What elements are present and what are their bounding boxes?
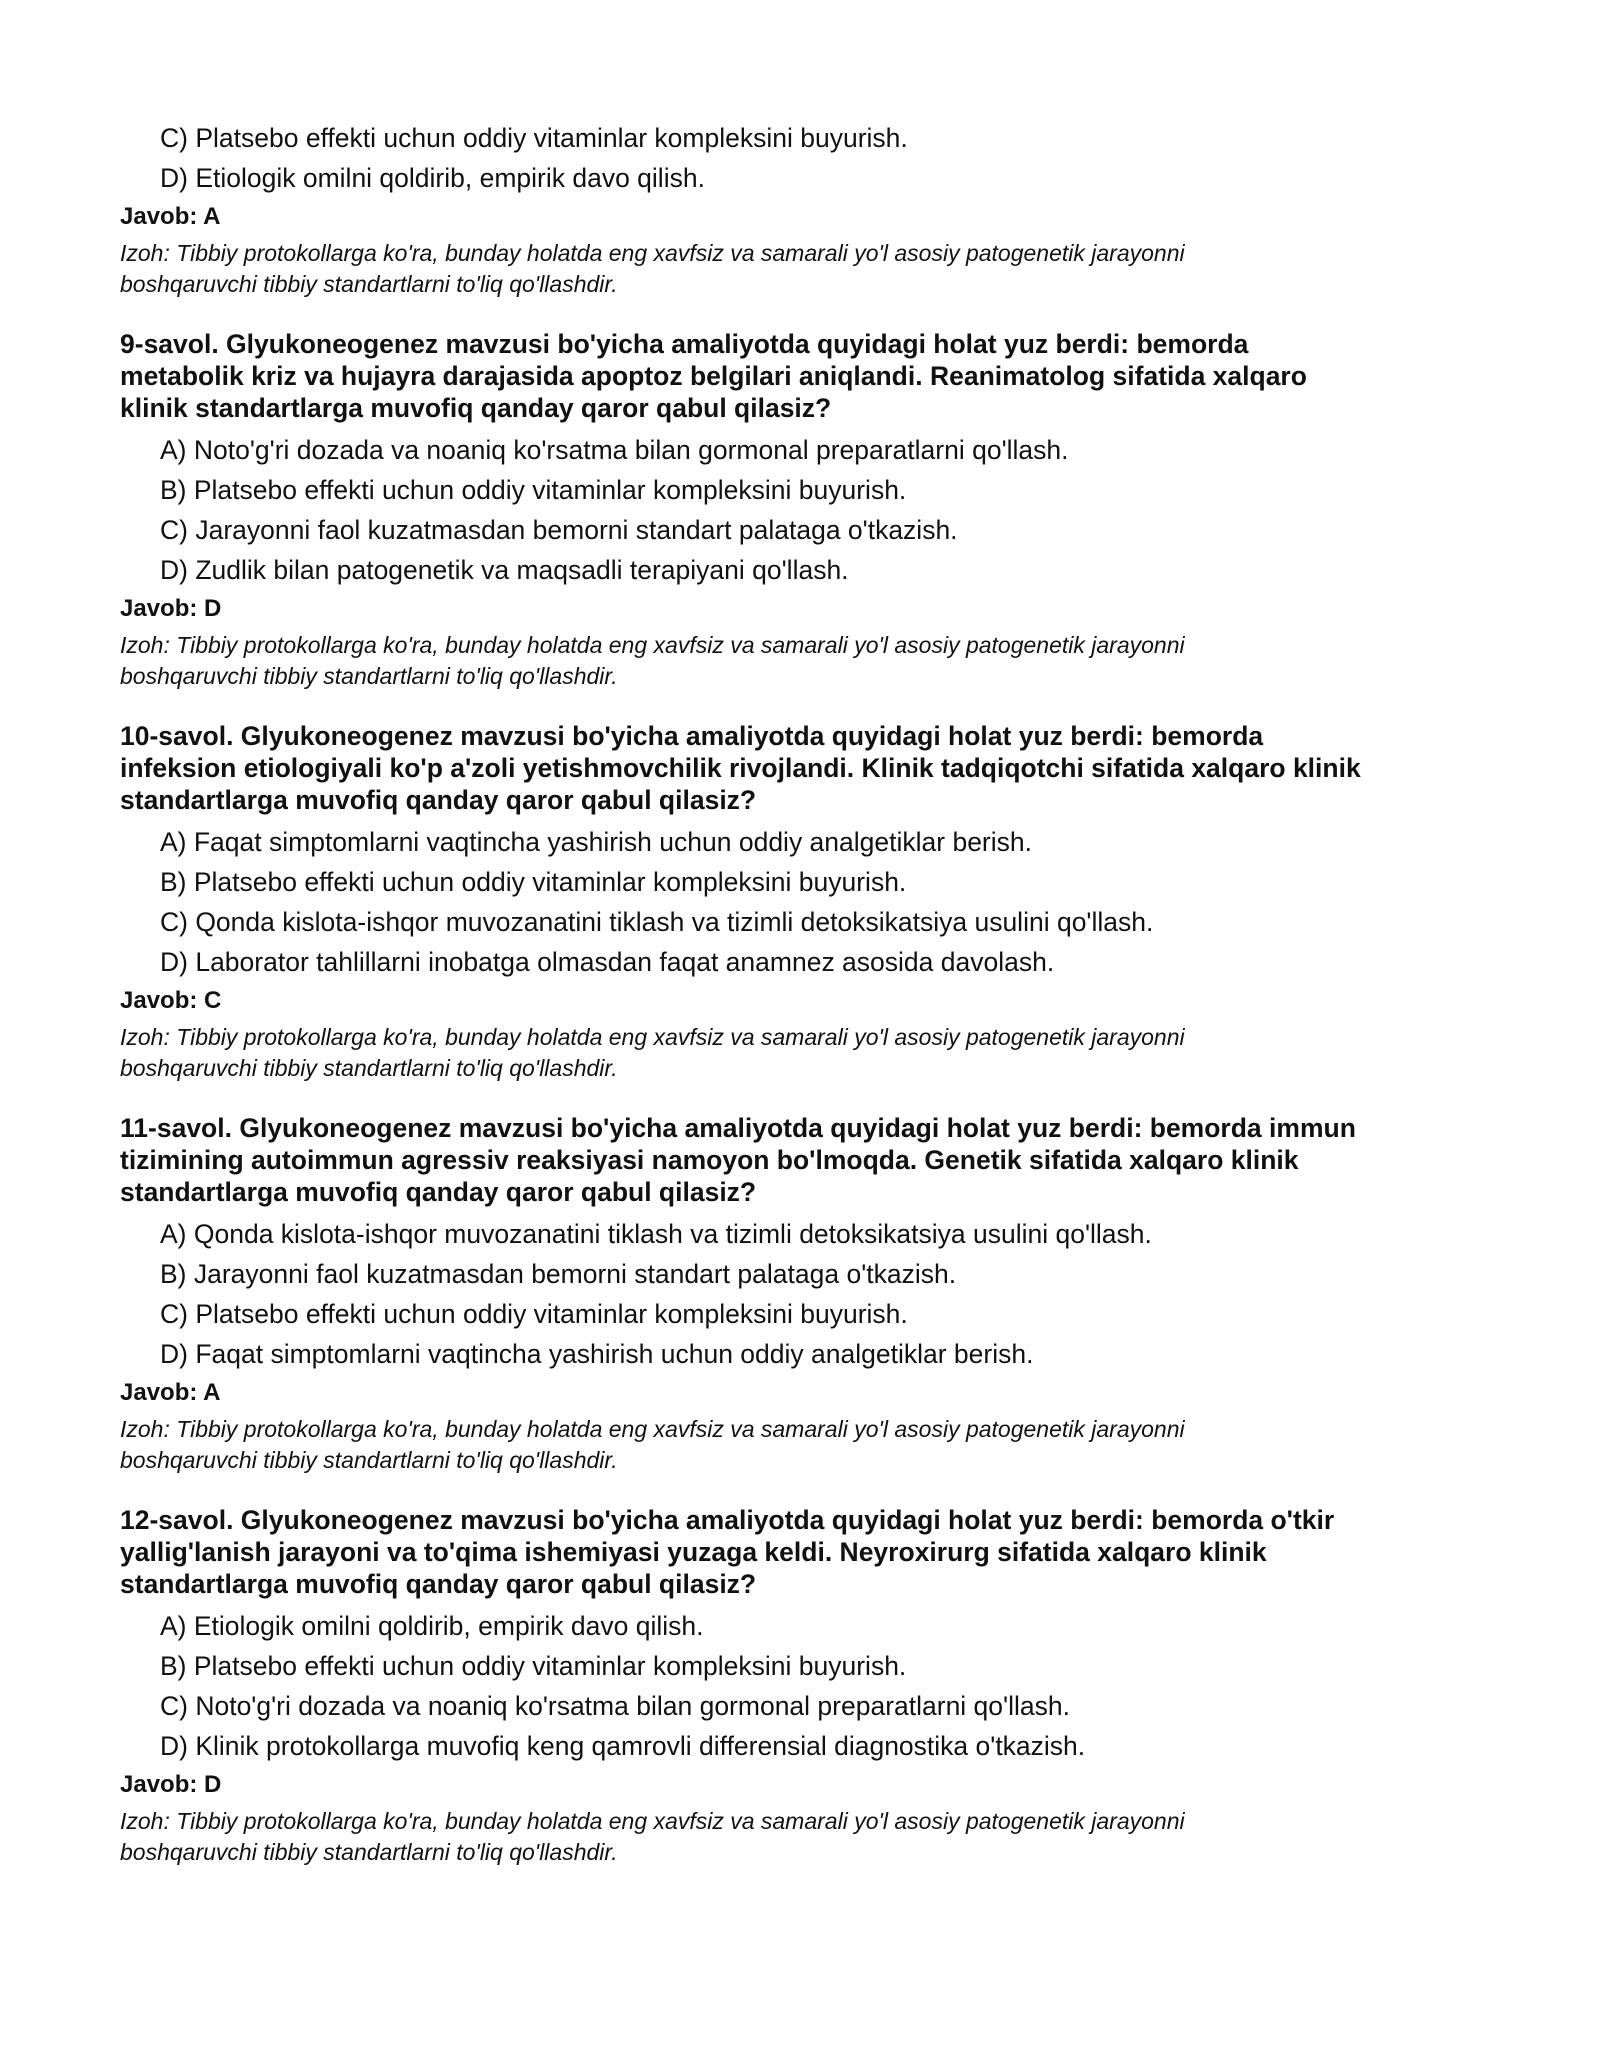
question-title-line: yallig'lanish jarayoni va to'qima ishemiyasi yuzaga keldi. Neyroxirurg sifatida xalqaro klinik [120, 1537, 1267, 1567]
option-b: B) Platsebo effekti uchun oddiy vitaminlar kompleksini buyurish. [160, 1651, 907, 1681]
question-title [120, 1504, 1500, 1600]
explanation-line: Izoh: Tibbiy protokollarga ko'ra, bunday holatda eng xavfsiz va samarali yo'l asosiy patogenetik jarayonni [120, 1808, 1185, 1834]
question-title-line: infeksion etiologiyali ko'p a'zoli yetishmovchilik rivojlandi. Klinik tadqiqotchi sifatida xalqaro klinik [120, 753, 1361, 783]
question-title-line: klinik standartlarga muvofiq qanday qaror qabul qilasiz? [120, 393, 832, 423]
question-8-continuation [120, 118, 1500, 300]
explanation-note [120, 1806, 1500, 1868]
answer-label: Javob: D [120, 595, 222, 622]
option-a: A) Etiologik omilni qoldirib, empirik davo qilish. [160, 1611, 704, 1641]
option-c: C) Jarayonni faol kuzatmasdan bemorni standart palataga o'tkazish. [160, 515, 958, 545]
question-12 [120, 1504, 1500, 1868]
option-c: C) Platsebo effekti uchun oddiy vitaminlar kompleksini buyurish. [160, 123, 908, 153]
question-11 [120, 1112, 1500, 1476]
option-d: D) Faqat simptomlarni vaqtincha yashirish uchun oddiy analgetiklar berish. [160, 1339, 1034, 1369]
answer-label: Javob: C [120, 987, 222, 1014]
answer-label: Javob: A [120, 1379, 221, 1406]
option-c: C) Platsebo effekti uchun oddiy vitaminlar kompleksini buyurish. [160, 1299, 908, 1329]
explanation-line: boshqaruvchi tibbiy standartlarni to'liq qo'llashdir. [120, 1055, 618, 1081]
question-title-line: standartlarga muvofiq qanday qaror qabul qilasiz? [120, 785, 757, 815]
explanation-line: Izoh: Tibbiy protokollarga ko'ra, bunday holatda eng xavfsiz va samarali yo'l asosiy patogenetik jarayonni [120, 1024, 1185, 1050]
option-c: C) Noto'g'ri dozada va noaniq ko'rsatma bilan gormonal preparatlarni qo'llash. [160, 1691, 1070, 1721]
option-a: A) Noto'g'ri dozada va noaniq ko'rsatma bilan gormonal preparatlarni qo'llash. [160, 435, 1069, 465]
option-a: A) Faqat simptomlarni vaqtincha yashirish uchun oddiy analgetiklar berish. [160, 827, 1032, 857]
explanation-line: Izoh: Tibbiy protokollarga ko'ra, bunday holatda eng xavfsiz va samarali yo'l asosiy patogenetik jarayonni [120, 632, 1185, 658]
explanation-note [120, 238, 1500, 300]
question-title-line: standartlarga muvofiq qanday qaror qabul qilasiz? [120, 1177, 757, 1207]
option-d: D) Zudlik bilan patogenetik va maqsadli terapiyani qo'llash. [160, 555, 849, 585]
question-title-line: 9-savol. Glyukoneogenez mavzusi bo'yicha amaliyotda quyidagi holat yuz berdi: bemorda [120, 329, 1249, 359]
explanation-line: Izoh: Tibbiy protokollarga ko'ra, bunday holatda eng xavfsiz va samarali yo'l asosiy patogenetik jarayonni [120, 240, 1185, 266]
question-title-line: 12-savol. Glyukoneogenez mavzusi bo'yicha amaliyotda quyidagi holat yuz berdi: bemorda o'tkir [120, 1505, 1335, 1535]
explanation-line: Izoh: Tibbiy protokollarga ko'ra, bunday holatda eng xavfsiz va samarali yo'l asosiy patogenetik jarayonni [120, 1416, 1185, 1442]
question-title-line: 10-savol. Glyukoneogenez mavzusi bo'yicha amaliyotda quyidagi holat yuz berdi: bemorda [120, 721, 1264, 751]
question-title-line: tizimining autoimmun agressiv reaksiyasi namoyon bo'lmoqda. Genetik sifatida xalqaro klinik [120, 1145, 1299, 1175]
option-b: B) Platsebo effekti uchun oddiy vitaminlar kompleksini buyurish. [160, 475, 907, 505]
option-d: D) Laborator tahlillarni inobatga olmasdan faqat anamnez asosida davolash. [160, 947, 1055, 977]
explanation-note [120, 630, 1500, 692]
question-title-line: metabolik kriz va hujayra darajasida apoptoz belgilari aniqlandi. Reanimatolog sifatida xalqaro [120, 361, 1307, 391]
question-title [120, 720, 1500, 816]
document-page [120, 118, 1500, 1868]
option-b: B) Jarayonni faol kuzatmasdan bemorni standart palataga o'tkazish. [160, 1259, 957, 1289]
option-a: A) Qonda kislota-ishqor muvozanatini tiklash va tizimli detoksikatsiya usulini qo'llash. [160, 1219, 1152, 1249]
option-d: D) Etiologik omilni qoldirib, empirik davo qilish. [160, 163, 705, 193]
question-10 [120, 720, 1500, 1084]
explanation-line: boshqaruvchi tibbiy standartlarni to'liq qo'llashdir. [120, 271, 618, 297]
answer-label: Javob: D [120, 1771, 222, 1798]
explanation-line: boshqaruvchi tibbiy standartlarni to'liq qo'llashdir. [120, 1839, 618, 1865]
question-title [120, 328, 1500, 424]
question-title-line: standartlarga muvofiq qanday qaror qabul qilasiz? [120, 1569, 757, 1599]
option-c: C) Qonda kislota-ishqor muvozanatini tiklash va tizimli detoksikatsiya usulini qo'llash. [160, 907, 1154, 937]
explanation-note [120, 1022, 1500, 1084]
option-d: D) Klinik protokollarga muvofiq keng qamrovli differensial diagnostika o'tkazish. [160, 1731, 1086, 1761]
answer-label: Javob: A [120, 203, 221, 230]
question-9 [120, 328, 1500, 692]
option-b: B) Platsebo effekti uchun oddiy vitaminlar kompleksini buyurish. [160, 867, 907, 897]
explanation-note [120, 1414, 1500, 1476]
explanation-line: boshqaruvchi tibbiy standartlarni to'liq qo'llashdir. [120, 663, 618, 689]
question-title [120, 1112, 1500, 1208]
explanation-line: boshqaruvchi tibbiy standartlarni to'liq qo'llashdir. [120, 1447, 618, 1473]
question-title-line: 11-savol. Glyukoneogenez mavzusi bo'yicha amaliyotda quyidagi holat yuz berdi: bemorda immun [120, 1113, 1356, 1143]
